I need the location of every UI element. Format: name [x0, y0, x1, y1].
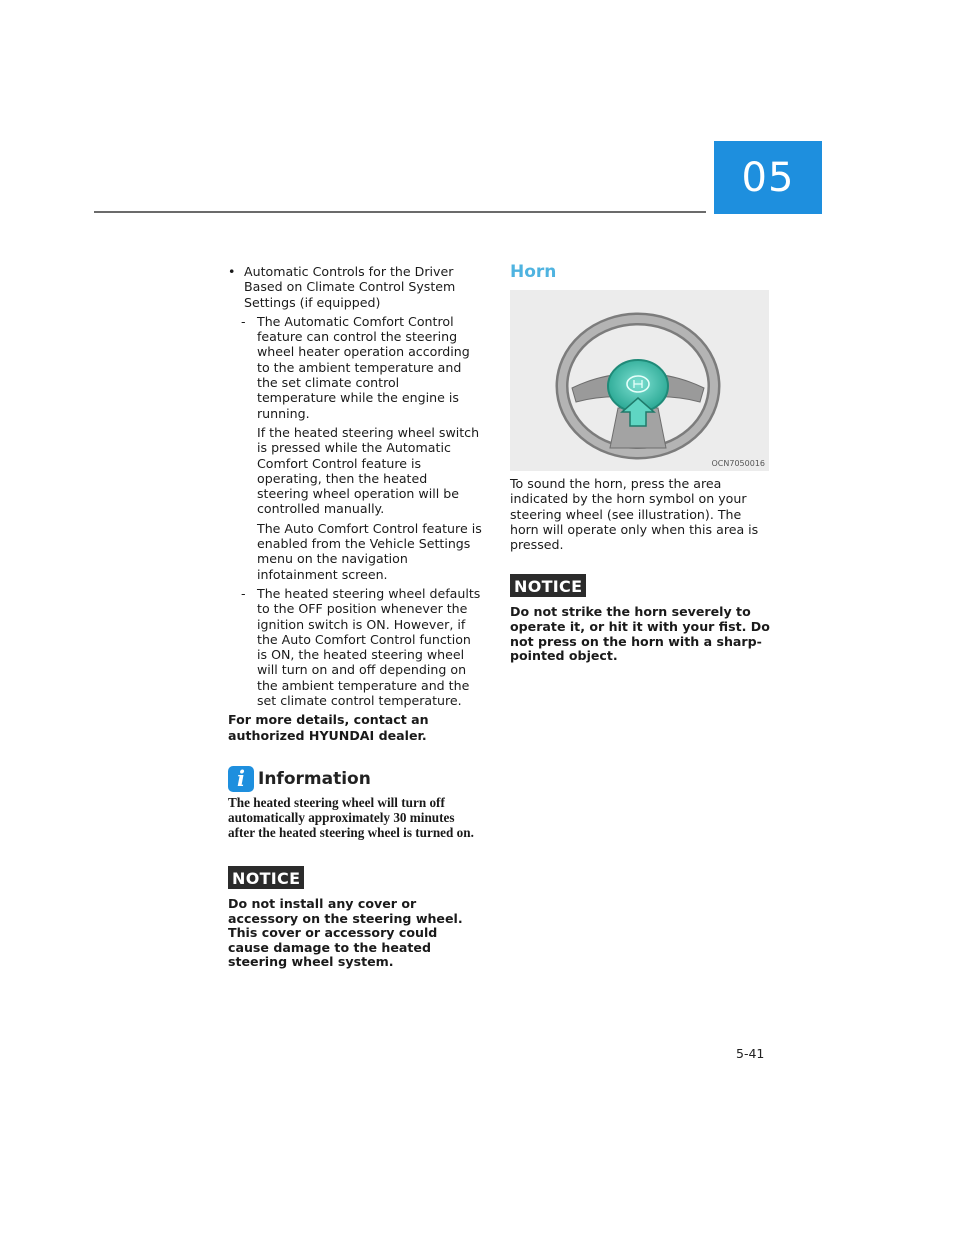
- information-header: [228, 765, 482, 793]
- contact-dealer-text: For more details, contact an authorized HYUNDAI dealer.: [228, 712, 429, 743]
- dash-item-1-paragraph-2: If the heated steering wheel switch is pressed while the Automatic Comfort Control feature is operating, then the heated steering wheel operation will be controlled manually.: [257, 424, 480, 517]
- right-column: [510, 262, 772, 664]
- dash-item-2: [228, 586, 482, 708]
- notice-badge: NOTICE: [228, 866, 304, 889]
- page-number: 5-41: [736, 1046, 765, 1061]
- figure-code: OCN7050016: [711, 459, 765, 468]
- header-rule: [94, 211, 706, 213]
- dash-item-2-text: The heated steering wheel defaults to the OFF position whenever the ignition switch is ON. However, if the Auto Comfort Control function is ON, the heated steering wheel will turn on and off depending on the ambient temperature and the set climate control temperature.: [257, 585, 481, 709]
- dash-item-1: [228, 314, 482, 421]
- information-title: Information: [258, 768, 371, 789]
- dash-mark: -: [241, 585, 246, 601]
- dash-item-1-text: The Automatic Comfort Control feature can control the steering wheel heater operation according to the ambient temperature and the set climate control temperature while the engine is running.: [257, 313, 470, 421]
- notice-badge-horn: NOTICE: [510, 574, 586, 597]
- notice-block-horn: [510, 574, 772, 663]
- chapter-number: 05: [741, 155, 795, 201]
- left-column: [228, 264, 482, 970]
- section-title-horn: Horn: [510, 262, 557, 282]
- dash-item-1-paragraph-3: The Auto Comfort Control feature is enabled from the Vehicle Settings menu on the navigation infotainment screen.: [257, 520, 482, 582]
- notice-block: [228, 866, 482, 970]
- information-body: The heated steering wheel will turn off automatically approximately 30 minutes after the heated steering wheel is turned on.: [228, 794, 474, 840]
- dash-mark: -: [241, 313, 246, 329]
- bullet-item: [228, 264, 482, 310]
- notice-body-horn: Do not strike the horn severely to operate it, or hit it with your fist. Do not press on the horn with a sharp-pointed object.: [510, 604, 770, 664]
- steering-wheel-figure: [510, 290, 769, 471]
- information-icon-glyph: i: [237, 765, 245, 791]
- bullet-text: Automatic Controls for the Driver Based on Climate Control System Settings (if equipped): [244, 264, 456, 310]
- notice-body: Do not install any cover or accessory on the steering wheel. This cover or accessory could cause damage to the heated steering wheel system.: [228, 895, 463, 970]
- steering-wheel-illustration: [510, 290, 769, 471]
- horn-instructions: To sound the horn, press the area indicated by the horn symbol on your steering wheel (see illustration). The horn will operate only when this area is pressed.: [510, 476, 759, 553]
- information-icon: [228, 766, 254, 792]
- chapter-tab: [714, 141, 822, 214]
- bullet-mark: •: [228, 264, 236, 279]
